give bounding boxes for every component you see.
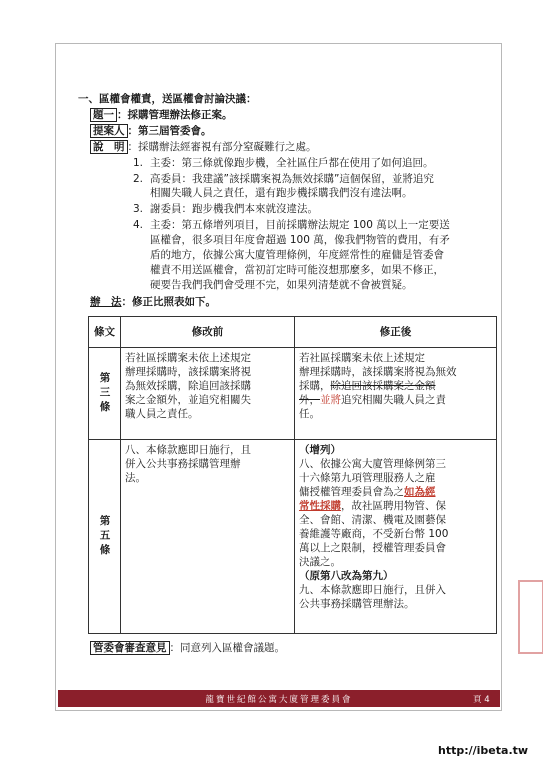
added-text: 並將 bbox=[320, 394, 341, 406]
after-line: 全、會館、清潔、機電及園藝保 bbox=[299, 514, 446, 526]
article-cell: 第三條 bbox=[89, 348, 121, 440]
added-text: 如為經 bbox=[404, 486, 436, 498]
table-row bbox=[89, 440, 497, 634]
after-line: 公共事務採購管理辦法。 bbox=[299, 598, 415, 610]
header-article: 條文 bbox=[89, 317, 121, 348]
before-line: 併入公共事務採購管理辦 bbox=[125, 458, 241, 470]
topic-text: ：採購管理辦法修正案。 bbox=[117, 109, 233, 121]
item-line: 盾的地方，依據公寓大廈管理條例，年度經常性的雇傭是管委會 bbox=[150, 249, 444, 261]
page-footer bbox=[58, 690, 500, 707]
after-text: 採購， bbox=[299, 380, 331, 392]
after-line bbox=[299, 393, 492, 407]
watermark: http://ibeta.tw bbox=[438, 744, 529, 757]
before-line: 為無效採購，除追回該採購 bbox=[125, 380, 251, 392]
seal-stamp bbox=[518, 580, 543, 654]
method-label: 辦 法 bbox=[90, 296, 122, 308]
before-cell bbox=[121, 440, 295, 634]
topic-line bbox=[90, 109, 233, 122]
review-label: 管委會審查意見 bbox=[90, 641, 170, 655]
after-line: 九、本條款應即日施行，且併入 bbox=[299, 584, 446, 596]
added-text: 常性採購 bbox=[299, 500, 341, 512]
after-line: 養維護等廠商，不受新台幣 100 bbox=[299, 528, 449, 540]
proposer-line bbox=[90, 125, 212, 138]
after-line bbox=[299, 499, 492, 513]
after-line bbox=[299, 485, 492, 499]
explain-line bbox=[90, 141, 317, 154]
review-line bbox=[90, 642, 285, 655]
deleted-text: 除追回該採購案之金額 bbox=[330, 380, 436, 392]
item-number: 2. bbox=[133, 173, 144, 185]
item-line: 謝委員：跑步機我們本來就沒違法。 bbox=[150, 203, 318, 215]
topic-label: 題一 bbox=[90, 108, 117, 122]
item-line: 硬要告我們我們會受理不完，如果列清楚就不會被質疑。 bbox=[150, 279, 413, 291]
header-after: 修正後 bbox=[295, 317, 497, 348]
after-line: 決議之。 bbox=[299, 556, 341, 568]
item-number: 1. bbox=[133, 157, 144, 169]
added-label: （增列） bbox=[299, 444, 341, 456]
item-line: 區權會，很多項目年度會超過 100 萬，像我們物管的費用，有矛 bbox=[150, 234, 450, 246]
explain-text: ：採購辦法經審視有部分窒礙難行之處。 bbox=[127, 141, 317, 153]
explain-label: 說 明 bbox=[90, 140, 128, 154]
after-text: 追究相關失職人員之責 bbox=[341, 394, 446, 406]
before-line: 八、本條款應即日施行，且 bbox=[125, 444, 251, 456]
after-cell bbox=[295, 440, 497, 634]
table-row bbox=[89, 348, 497, 440]
after-line: 十六條第九項管理服務人之雇 bbox=[299, 472, 436, 484]
article-cell: 第五條 bbox=[89, 440, 121, 634]
item-number: 4. bbox=[133, 219, 144, 231]
table-header-row bbox=[89, 317, 497, 348]
item-line: 相關失職人員之責任，還有跑步機採購我們沒有違法啊。 bbox=[150, 187, 413, 199]
after-cell bbox=[295, 348, 497, 440]
section-heading: 一、區權會權責，送區權會討論決議： bbox=[78, 93, 257, 105]
before-line: 辦理採購時，該採購案將視 bbox=[125, 366, 251, 378]
after-text: ，故社區聘用物管、保 bbox=[341, 500, 446, 512]
method-text: ：修正比照表如下。 bbox=[121, 296, 216, 308]
item-line: 主委：第三條就像跑步機，全社區住戶都在使用了如何追回。 bbox=[150, 157, 434, 169]
renumber-label: （原第八改為第九） bbox=[299, 570, 394, 582]
header-before: 修改前 bbox=[121, 317, 295, 348]
after-line: 萬以上之限制，授權管理委員會 bbox=[299, 542, 446, 554]
after-line: 八、依據公寓大廈管理條例第三 bbox=[299, 458, 446, 470]
footer-title: 龍寶世紀館公寓大廈管理委員會 bbox=[205, 695, 353, 705]
item-line: 權責不用送區權會，當初訂定時可能沒想那麼多，如果不修正， bbox=[150, 264, 444, 276]
proposer-text: ：第三屆管委會。 bbox=[127, 125, 212, 137]
after-line bbox=[299, 379, 492, 393]
page-number: 頁 4 bbox=[473, 695, 490, 705]
after-line: 辦理採購時，該採購案將視為無效 bbox=[299, 366, 457, 378]
after-line: 任。 bbox=[299, 408, 320, 420]
after-text: 傭授權管理委員會為之 bbox=[299, 486, 404, 498]
item-line: 高委員：我建議”該採購案視為無效採購”這個保留，並將追究 bbox=[150, 173, 434, 185]
before-line: 案之金額外，並追究相關失 bbox=[125, 394, 251, 406]
after-line: 若社區採購案未依上述規定 bbox=[299, 352, 425, 364]
method-line bbox=[90, 296, 216, 309]
review-text: ：同意列入區權會議題。 bbox=[169, 642, 285, 654]
item-number: 3. bbox=[133, 203, 144, 215]
proposer-label: 提案人 bbox=[90, 124, 128, 138]
item-line: 主委：第五條增列項目，目前採購辦法規定 100 萬以上一定要送 bbox=[150, 219, 450, 231]
before-cell bbox=[121, 348, 295, 440]
deleted-text: 外， bbox=[299, 394, 320, 406]
before-line: 法。 bbox=[125, 472, 146, 484]
revision-table bbox=[88, 316, 497, 634]
before-line: 若社區採購案未依上述規定 bbox=[125, 352, 251, 364]
before-line: 職人員之責任。 bbox=[125, 408, 199, 420]
